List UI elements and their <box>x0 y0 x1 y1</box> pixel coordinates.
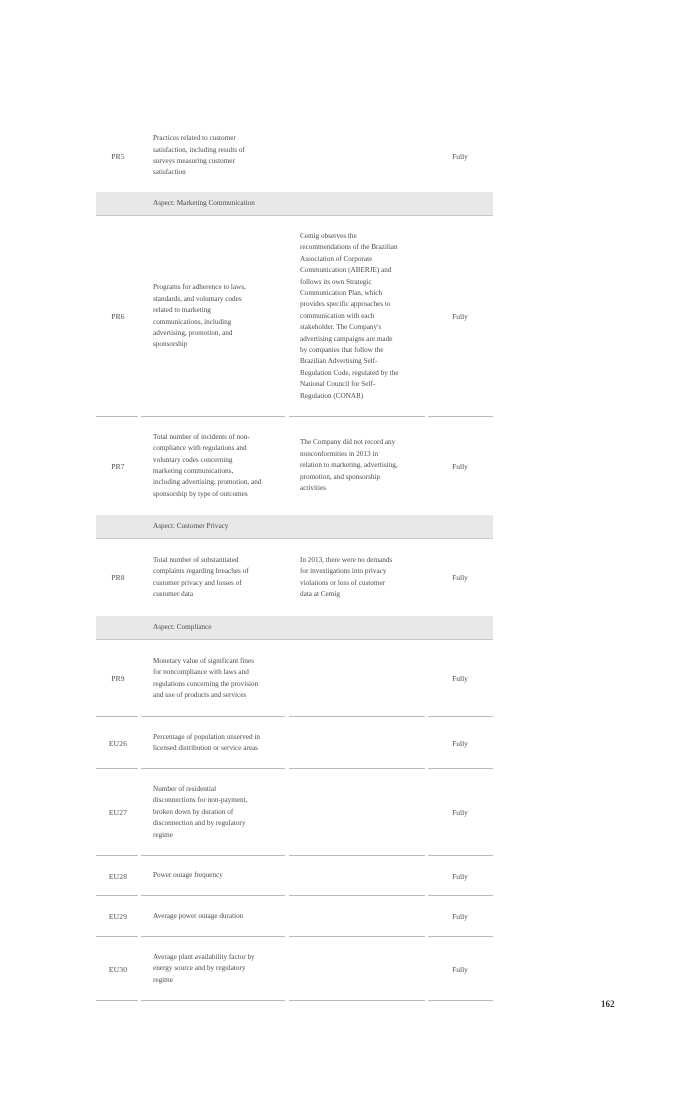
reporting-status: Fully <box>452 871 468 881</box>
reporting-status: Fully <box>452 808 468 817</box>
reporting-status: Fully <box>452 964 468 974</box>
indicator-code: EU29 <box>108 912 128 921</box>
table-row <box>96 856 493 896</box>
indicator-description: Monetary value of significant fines for noncompliance with laws and regulations concerning the provision and use of products and services <box>153 656 259 699</box>
table-row <box>96 216 493 417</box>
reporting-status: Fully <box>452 461 468 471</box>
aspect-label: Aspect: Compliance <box>153 623 212 631</box>
table-row <box>96 717 493 769</box>
indicator-response: The Company did not record any nonconformities in 2013 in relation to marketing, advertising, promotion, and sponsorship activities <box>300 438 398 493</box>
reporting-status: Fully <box>452 151 468 161</box>
aspect-header-row <box>96 515 493 539</box>
indicator-description: Practices related to customer satisfaction, including results of surveys measuring customer satisfaction <box>153 134 245 177</box>
reporting-status: Fully <box>452 912 468 921</box>
reporting-status: Fully <box>452 312 468 321</box>
indicator-description: Average power outage duration <box>153 911 244 920</box>
indicator-description: Programs for adherence to laws, standards, and voluntary codes related to marketing communications, including advertising, promotion, and sponsorship <box>153 283 246 349</box>
indicator-code: PR7 <box>111 461 125 471</box>
table-row <box>96 417 493 515</box>
table-row <box>96 937 493 1001</box>
row-divider <box>289 1000 425 1001</box>
aspect-header-row <box>96 616 493 640</box>
table-row <box>96 120 493 192</box>
indicator-description: Percentage of population unserved in licensed distribution or service areas <box>153 732 260 752</box>
indicator-description: Total number of substantiated complaints regarding breaches of customer privacy and losses of customer data <box>153 555 249 598</box>
aspect-label: Aspect: Marketing Communication <box>153 199 255 207</box>
indicator-description: Total number of incidents of non- compliance with regulations and voluntary codes concerning marketing communications, including advertising, promotion, and sponsorship by type of outcomes <box>153 432 262 498</box>
table-row <box>96 640 493 717</box>
table-row <box>96 896 493 937</box>
row-divider <box>141 1000 285 1001</box>
indicator-code: EU26 <box>108 738 128 748</box>
indicator-code: EU30 <box>108 964 128 974</box>
indicator-code: PR8 <box>111 573 125 582</box>
aspect-label: Aspect: Customer Privacy <box>153 522 229 530</box>
indicator-code: PR6 <box>111 312 125 321</box>
indicator-description: Power outage frequency <box>153 871 223 880</box>
indicator-description: Number of residential disconnections for non-payment, broken down by duration of disconnection and by regulatory regime <box>153 784 248 839</box>
reporting-status: Fully <box>452 674 468 683</box>
page-number: 162 <box>601 999 615 1009</box>
indicator-response: In 2013, there were no demands for investigations into privacy violations or loss of customer data at Cemig <box>300 555 393 598</box>
table-row <box>96 769 493 856</box>
gri-index-table <box>96 120 493 1001</box>
reporting-status: Fully <box>452 738 468 748</box>
indicator-code: EU27 <box>108 808 128 817</box>
indicator-description: Average plant availability factor by energy source and by regulatory regime <box>153 952 255 984</box>
row-divider <box>428 1000 493 1001</box>
indicator-code: PR5 <box>111 151 125 161</box>
indicator-code: PR9 <box>111 674 125 683</box>
indicator-code: EU28 <box>108 871 128 881</box>
indicator-response: Cemig observes the recommendations of the Brazilian Association of Corporate Communication (ABERJE) and follows its own Strategic Communication Plan, which provides specific approaches to communication with each stakeholder. The Company's advertising campaigns are made by companies that follow the Brazilian Advertising Self- Regulation Code, regulated by the National Council for Self- Regulation (CONAR) <box>300 231 399 400</box>
aspect-header-row <box>96 192 493 216</box>
reporting-status: Fully <box>452 573 468 582</box>
table-row <box>96 539 493 616</box>
row-divider <box>96 1000 138 1001</box>
